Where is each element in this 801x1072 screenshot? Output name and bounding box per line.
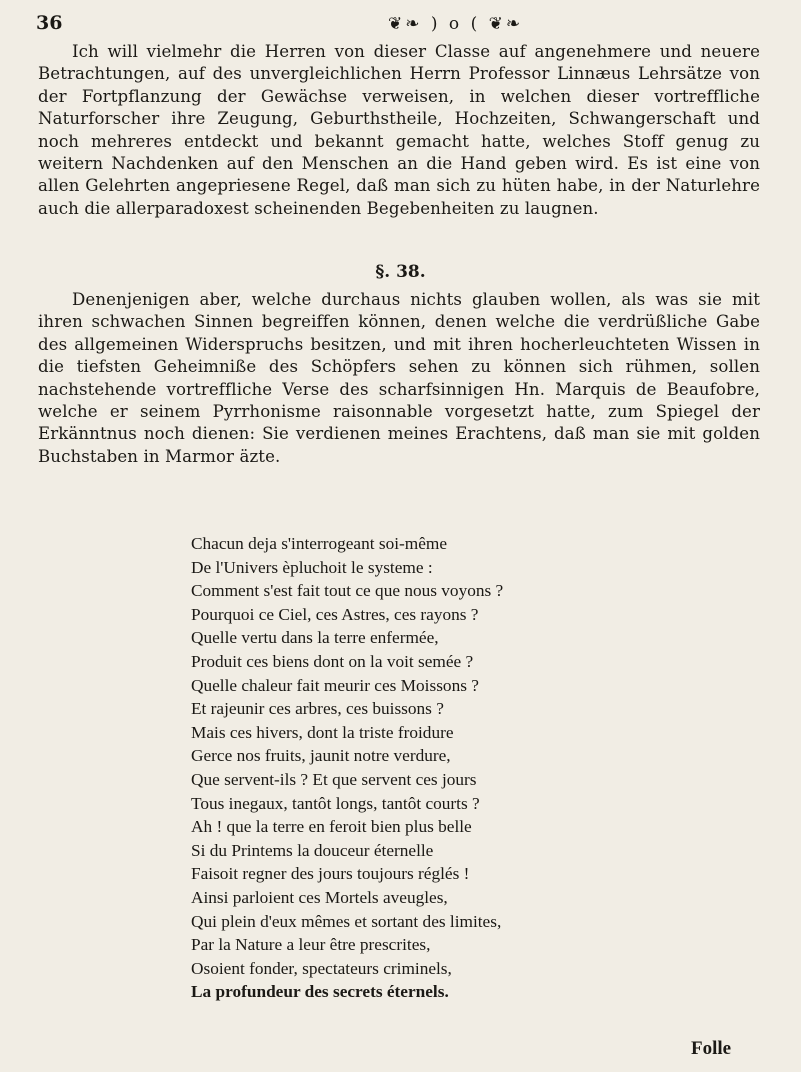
poem-line: Gerce nos fruits, jaunit notre verdure,: [191, 746, 451, 766]
poem-line: Quelle vertu dans la terre enfermée,: [191, 628, 439, 648]
section-number: §. 38.: [375, 262, 426, 282]
poem-line: Par la Nature a leur être prescrites,: [191, 935, 431, 955]
poem-line: Pourquoi ce Ciel, ces Astres, ces rayons ?: [191, 604, 479, 624]
poem-line: Ainsi parloient ces Mortels aveugles,: [191, 887, 448, 907]
french-poem: [191, 532, 751, 1004]
paragraph-2: Denenjenigen aber, welche durchaus nichts glauben wollen, als was sie mit ihren schwachen Sinnen begreiffen können, denen welche die verdrüßliche Gabe des allgemeinen Widerspruchs besitzen, und mit ihren hocherleuchteten Wissen in die tiefsten Geheimniße des Schöpfers sehen zu können sich rühmen, sollen nachstehende vortreffliche Verse des scharfsinnigen Hn. Marquis de Beaufobre, welche er seinem Pyrrhonisme raisonnable vorgesetzt hatte, zum Spiegel der Erkänntnus noch dienen: Sie verdienen meines Erachtens, daß man sie mit golden Buchstaben in Marmor äzte.: [38, 290, 760, 466]
paragraph-1: Ich will vielmehr die Herren von dieser Classe auf angenehmere und neuere Betrachtungen, auf des unvergleichlichen Herrn Professor Linnæus Lehrsätze von der Fortpflanzung der Gewächse verweisen, in welchen dieser vortreffliche Naturforscher ihre Zeugung, Geburthstheile, Hochzeiten, Schwangerschaft und noch mehreres entdeckt und bekannt gemacht hatte, welches Stoff genug zu weitern Nachdenken auf den Menschen an die Hand geben wird. Es ist eine von allen Gelehrten angepriesene Regel, daß man sich zu hüten habe, in der Naturlehre auch die allerparadoxest scheinenden Begebenheiten zu laugnen.: [38, 42, 760, 218]
poem-line: De l'Univers èpluchoit le systeme :: [191, 557, 433, 577]
poem-line: Qui plein d'eux mêmes et sortant des limites,: [191, 911, 502, 931]
poem-line: Produit ces biens dont on la voit semée ?: [191, 651, 474, 671]
poem-line: Faisoit regner des jours toujours réglés !: [191, 864, 470, 884]
poem-line: La profundeur des secrets éternels.: [191, 982, 449, 1002]
poem-line: Quelle chaleur fait meurir ces Moissons ?: [191, 675, 479, 695]
poem-line: Tous inegaux, tantôt longs, tantôt courts ?: [191, 793, 480, 813]
poem-line: Chacun deja s'interrogeant soi-même: [191, 534, 448, 553]
poem-line: Et rajeunir ces arbres, ces buissons ?: [191, 699, 444, 719]
header-ornament: ❦❧ ) o ( ❦❧: [388, 14, 524, 34]
poem-line: Si du Printems la douceur éternelle: [191, 840, 434, 860]
catchword: Folle: [691, 1038, 732, 1059]
poem-line: Que servent-ils ? Et que servent ces jours: [191, 769, 477, 789]
poem-line: Comment s'est fait tout ce que nous voyons ?: [191, 581, 504, 601]
poem-line: Mais ces hivers, dont la triste froidure: [191, 722, 454, 742]
poem-line: Ah ! que la terre en feroit bien plus belle: [191, 817, 472, 837]
page-header: [36, 10, 765, 40]
poem-line: Osoient fonder, spectateurs criminels,: [191, 958, 452, 978]
page-number: 36: [36, 12, 63, 34]
